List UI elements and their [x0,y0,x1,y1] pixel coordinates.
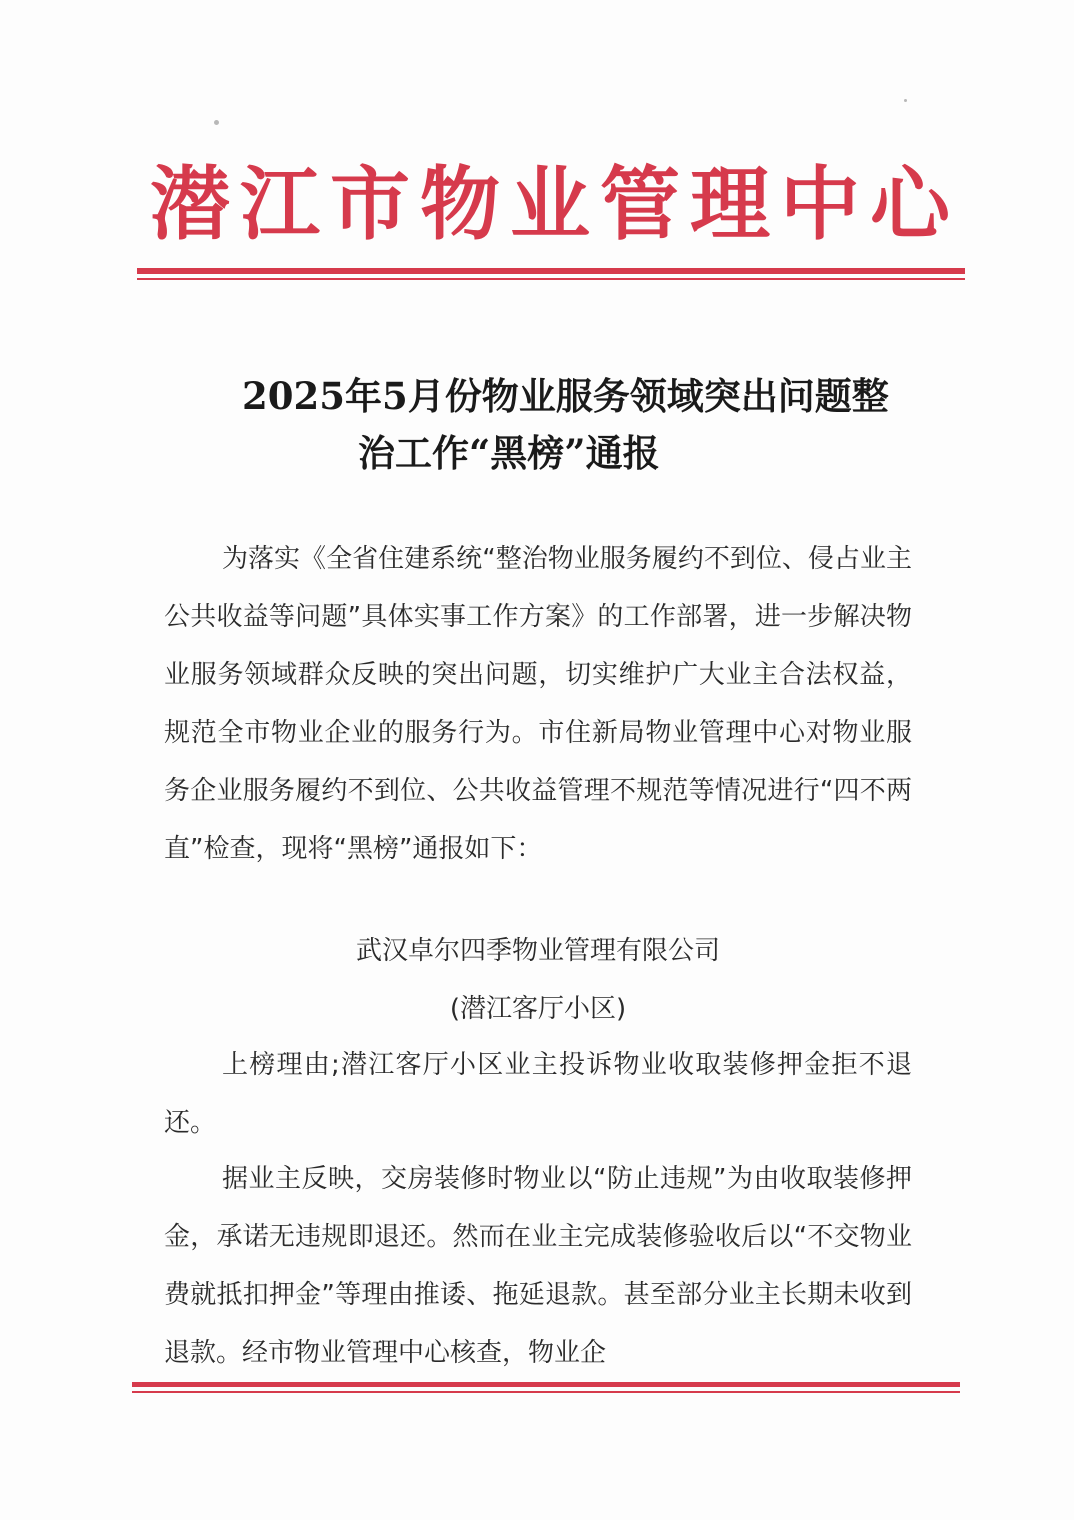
footer-divider-thick [132,1382,960,1387]
org-header-char: 心 [870,156,950,251]
org-header-char: 理 [690,156,770,251]
scan-speck [904,99,907,102]
org-header-char: 潜 [150,156,230,251]
org-header-char: 中 [780,156,860,251]
org-header-char: 物 [420,156,500,251]
org-header [150,142,950,252]
body-paragraph-intro: 为落实《全省住建系统“整治物业服务履约不到位、侵占业主公共收益等问题”具体实事工作方案》的工作部署，进一步解决物业服务领域群众反映的突出问题，切实维护广大业主合法权益，规范全市物业企业的服务行为。市住新局物业管理中心对物业服务企业服务履约不到位、公共收益管理不规范等情况进行“四不两直”检查，现将“黑榜”通报如下： [164,544,912,864]
body-paragraph-reason: 上榜理由;潜江客厅小区业主投诉物业收取装修押金拒不退还。 [164,1050,912,1138]
header-divider-thick [137,268,965,274]
org-header-char: 业 [510,156,590,251]
org-header-char: 管 [600,156,680,251]
document-title-line1: 2025年5月份物业服务领域突出问题整 [242,374,889,418]
company-community: (潜江客厅小区) [449,994,627,1024]
body-paragraph-details: 据业主反映，交房装修时物业以“防止违规”为由收取装修押金，承诺无违规即退还。然而在业主完成装修验收后以“不交物业费就抵扣押金”等理由推诿、拖延退款。甚至部分业主长期未收到退款。经市物业管理中心核查，物业企 [164,1164,912,1368]
company-name: 武汉卓尔四季物业管理有限公司 [355,936,720,966]
org-header-char: 江 [240,156,320,251]
footer-divider-thin [132,1391,960,1393]
header-divider-thin [137,278,965,280]
document-title-line2: 治工作“黑榜”通报 [358,431,660,475]
org-header-char: 市 [330,156,410,251]
scan-speck [214,120,219,125]
